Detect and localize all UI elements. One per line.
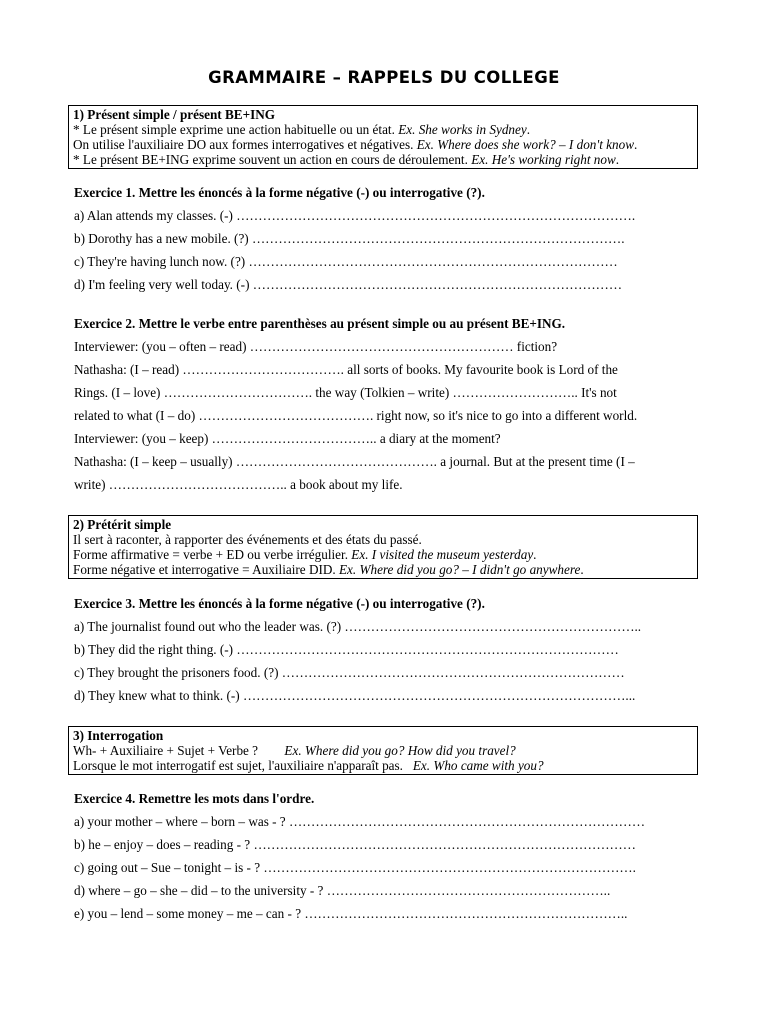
example-text: Ex. Where did you go? – I didn't go anywhere [338,562,581,577]
rule-line: Il sert à raconter, à rapporter des événements et des états du passé. [73,532,422,547]
rule-box-preterit [68,515,698,579]
exercise-heading: Exercice 1. Mettre les énoncés à la forme négative (-) ou interrogative (?). [74,185,485,200]
exercise-item: a) Alan attends my classes. (-) ………………………………………………………………………………. [74,208,636,223]
rule-box-heading: 1) Présent simple / présent BE+ING [73,107,276,122]
exercise-line: related to what (I – do) …………………………………. right now, so it's nice to go into a different world. [74,408,638,423]
exercise-item: d) They knew what to think. (-) ……………………………………………………………………………... [74,688,636,703]
exercise-heading: Exercice 4. Remettre les mots dans l'ordre. [74,791,315,806]
exercise-item: b) Dorothy has a new mobile. (?) …………………………………………………………………………. [74,231,625,246]
exercise-item: b) he – enjoy – does – reading - ? …………………………………………………………………………… [74,837,636,852]
rule-line: * Le présent BE+ING exprime souvent un action en cours de déroulement. Ex. He's working right now. [73,152,620,167]
rule-line: On utilise l'auxiliaire DO aux formes interrogatives et négatives. Ex. Where does she work? – I don't know. [73,137,638,152]
rule-line: Wh- + Auxiliaire + Sujet + Verbe ? Ex. Where did you go? How did you travel? [73,743,516,758]
exercise-line: Rings. (I – love) ……………………………. the way (Tolkien – write) ……………………….. It's not [74,385,617,400]
exercise-heading: Exercice 3. Mettre les énoncés à la forme négative (-) ou interrogative (?). [74,596,485,611]
exercise-line: Interviewer: (you – keep) ……………………………….. a diary at the moment? [74,431,501,446]
rule-line: Forme affirmative = verbe + ED ou verbe irrégulier. Ex. I visited the museum yesterday. [73,547,537,562]
page-title: GRAMMAIRE – RAPPELS DU COLLEGE [208,68,560,87]
exercise-item: a) your mother – where – born – was - ? ……………………………………………………………………… [74,814,646,829]
exercise-3 [74,595,704,710]
rule-box-interrogation [68,726,698,775]
exercise-4 [74,790,704,928]
rule-line: * Le présent simple exprime une action habituelle ou un état. Ex. She works in Sydney. [73,122,531,137]
exercise-item: c) They're having lunch now. (?) ………………………………………………………………………… [74,254,618,269]
example-text: Ex. Where did you go? How did you travel? [284,743,516,758]
example-text: Ex. I visited the museum yesterday [351,547,534,562]
exercise-item: b) They did the right thing. (-) …………………………………………………………………………… [74,642,619,657]
exercise-line: Nathasha: (I – keep – usually) ………………………………………. a journal. But at the present time (I – [74,454,635,469]
exercise-item: c) going out – Sue – tonight – is - ? …………………………………………………………………………. [74,860,636,875]
example-text: Ex. Who came with you? [412,758,544,773]
exercise-heading: Exercice 2. Mettre le verbe entre parenthèses au présent simple ou au présent BE+ING. [74,316,566,331]
rule-box-heading: 3) Interrogation [73,728,164,743]
example-text: Ex. Where does she work? – I don't know [416,137,635,152]
exercise-line: Nathasha: (I – read) ………………………………. all sorts of books. My favourite book is Lord of the [74,362,618,377]
exercise-item: d) I'm feeling very well today. (-) ………………………………………………………………………… [74,277,623,292]
rule-line: Lorsque le mot interrogatif est sujet, l'auxiliaire n'apparaît pas. Ex. Who came with you? [73,758,544,773]
exercise-2 [74,315,704,499]
exercise-line: write) ………………………………….. a book about my life. [74,477,403,492]
rule-box-heading: 2) Prétérit simple [73,517,172,532]
exercise-line: Interviewer: (you – often – read) …………………………………………………… fiction? [74,339,558,354]
example-text: Ex. He's working right now [471,152,616,167]
rule-line: Forme négative et interrogative = Auxiliaire DID. Ex. Where did you go? – I didn't go anywhere. [73,562,584,577]
exercise-1 [74,184,704,299]
exercise-item: e) you – lend – some money – me – can - ? ……………………………………………………………….. [74,906,628,921]
exercise-item: d) where – go – she – did – to the university - ? ……………………………………………………….. [74,883,611,898]
exercise-item: a) The journalist found out who the leader was. (?) ………………………………………………………….. [74,619,642,634]
exercise-item: c) They brought the prisoners food. (?) …………………………………………………………………… [74,665,625,680]
example-text: Ex. She works in Sydney [398,122,527,137]
rule-box-present [68,105,698,169]
